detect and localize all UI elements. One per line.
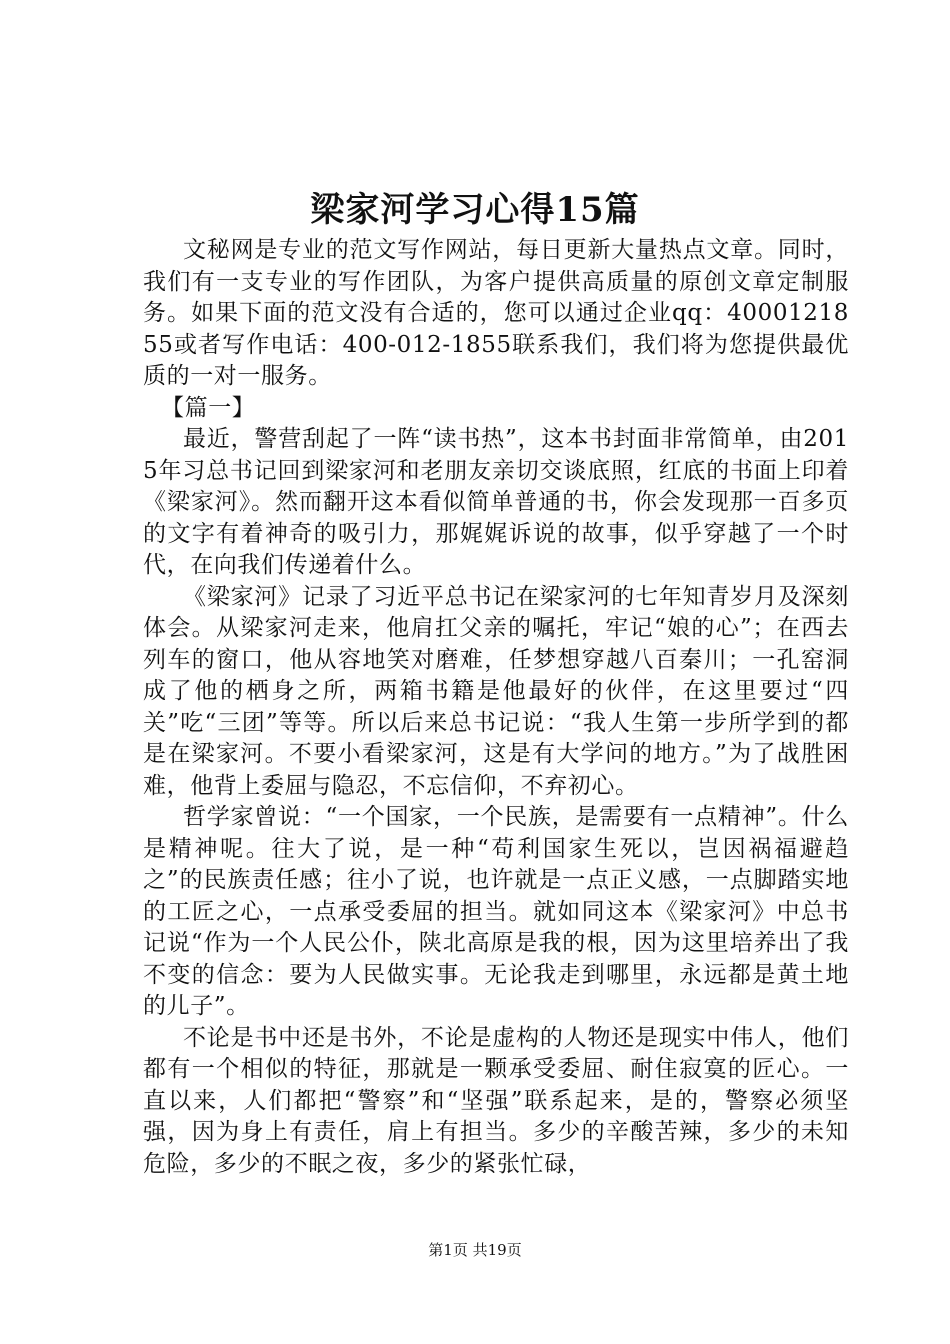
intro-paragraph: 文秘网是专业的范文写作网站，每日更新大量热点文章。同时，我们有一支专业的写作团队，为客户提供高质量的原创文章定制服务。如果下面的范文没有合适的，您可以通过企业qq：4000121855或者写作电话：400-012-1855联系我们，我们将为您提供最优质的一对一服务。 xyxy=(143,237,849,389)
body-paragraph-1: 最近，警营刮起了一阵“读书热”，这本书封面非常简单，由2015年习总书记回到梁家河和老朋友亲切交谈底照，红底的书面上印着《梁家河》。然而翻开这本看似简单普通的书，你会发现那一百多页的文字有着神奇的吸引力，那娓娓诉说的故事，似乎穿越了一个时代，在向我们传递着什么。 xyxy=(143,426,849,578)
body-paragraph-3: 哲学家曾说：“一个国家，一个民族，是需要有一点精神”。什么是精神呢。往大了说，是一种“苟利国家生死以，岂因祸福避趋之”的民族责任感；往小了说，也许就是一点正义感，一点脚踏实地的工匠之心，一点承受委屈的担当。就如同这本《梁家河》中总书记说“作为一个人民公仆，陕北高原是我的根，因为这里培养出了我不变的信念：要为人民做实事。无论我走到哪里，永远都是黄土地的儿子”。 xyxy=(143,804,849,1019)
document-body xyxy=(143,235,849,1180)
section-heading: 【篇一】 xyxy=(161,394,256,421)
document-title: 梁家河学习心得15篇 xyxy=(310,190,640,230)
body-paragraph-4: 不论是书中还是书外，不论是虚构的人物还是现实中伟人，他们都有一个相似的特征，那就是一颗承受委屈、耐住寂寞的匠心。一直以来，人们都把“警察”和“坚强”联系起来，是的，警察必须坚强，因为身上有责任，肩上有担当。多少的辛酸苦辣，多少的未知危险，多少的不眠之夜，多少的紧张忙碌， xyxy=(143,1024,849,1177)
page-footer: 第1页 共19页 xyxy=(428,1241,522,1259)
body-paragraph-2: 《梁家河》记录了习近平总书记在梁家河的七年知青岁月及深刻体会。从梁家河走来，他肩扛父亲的嘱托，牢记“娘的心”；在西去列车的窗口，他从容地笑对磨难，任梦想穿越八百秦川；一孔窑洞成了他的栖身之所，两箱书籍是他最好的伙伴，在这里要过“四关”吃“三团”等等。所以后来总书记说：“我人生第一步所学到的都是在梁家河。不要小看梁家河，这是有大学问的地方。”为了战胜困难，他背上委屈与隐忍，不忘信仰，不弃初心。 xyxy=(143,583,849,799)
